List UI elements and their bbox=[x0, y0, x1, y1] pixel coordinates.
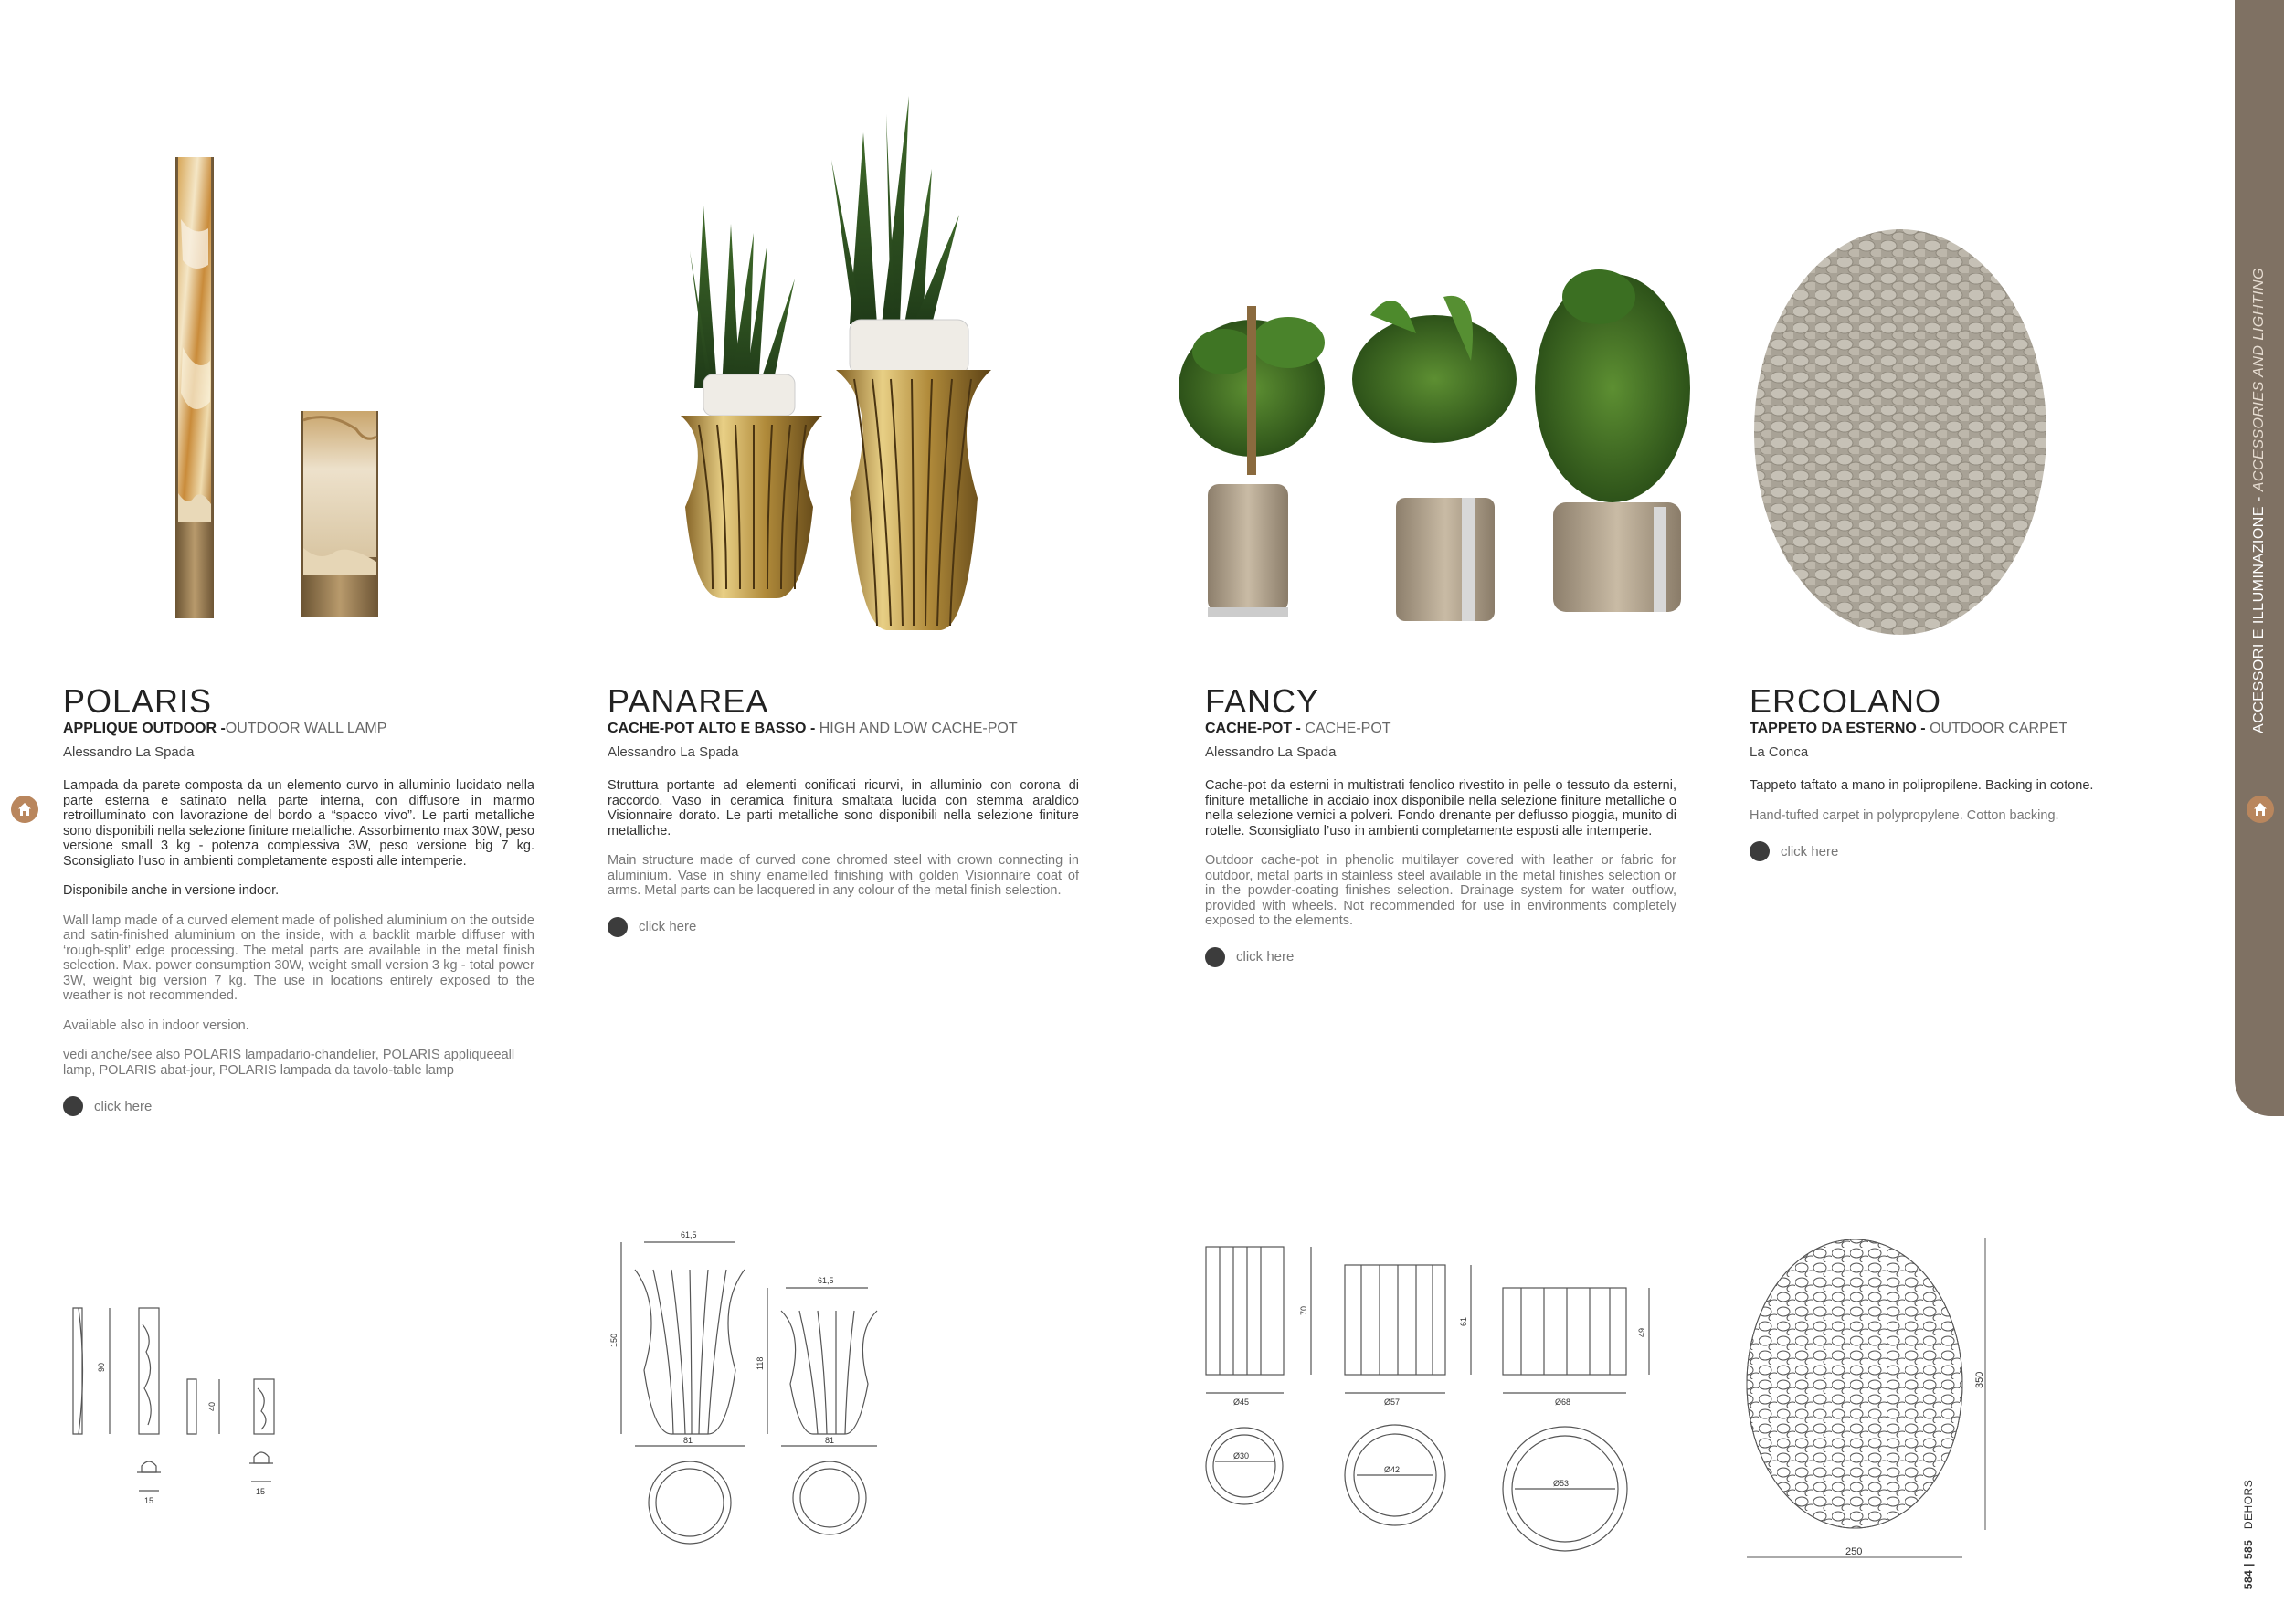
dim-label: 49 bbox=[1637, 1327, 1646, 1337]
dim-label: Ø53 bbox=[1553, 1479, 1570, 1488]
section-label-en: ACCESSORIES AND LIGHTING bbox=[2251, 268, 2267, 492]
description-en: Main structure made of curved cone chromed steel with crown connecting in aluminium. Vase in shiny enamelled finishing with golden Visionnaire coat of arms. Metal parts can be lacquered in any colour of the metal finish selection. bbox=[608, 853, 1079, 898]
home-icon bbox=[2252, 801, 2268, 817]
description-en: Outdoor cache-pot in phenolic multilayer covered with leather or fabric for outdoor, metal parts in stainless steel available in the metal finishes selection or in the powder-coating finishes selection. Drainage system for water outflow, provided with wheels. Not recommended for use in environments completely exposed to the elements. bbox=[1205, 853, 1676, 928]
ercolano-drawing bbox=[1740, 1233, 2014, 1571]
product-title: PANAREA bbox=[608, 682, 769, 720]
bullet-dot bbox=[63, 1096, 83, 1116]
link-label: click here bbox=[1236, 949, 1295, 965]
ercolano-photo bbox=[1750, 224, 2051, 644]
home-button-left[interactable] bbox=[11, 796, 38, 823]
dim-label: 61,5 bbox=[681, 1230, 697, 1239]
page-section: DEHORS bbox=[2242, 1479, 2255, 1530]
product-fancy bbox=[1205, 683, 1676, 967]
product-title: POLARIS bbox=[63, 682, 213, 720]
dim-label: 15 bbox=[256, 1487, 266, 1496]
note-en: Available also in indoor version. bbox=[63, 1018, 249, 1033]
bullet-dot bbox=[1205, 947, 1225, 967]
bullet-dot bbox=[608, 917, 628, 937]
panarea-photo bbox=[667, 78, 1051, 635]
product-subtitle bbox=[1750, 720, 2152, 738]
subtitle-it: CACHE-POT - bbox=[1205, 721, 1306, 736]
fancy-photo bbox=[1169, 260, 1708, 626]
designer: La Conca bbox=[1750, 744, 1809, 760]
note-it: Disponibile anche in versione indoor. bbox=[63, 883, 280, 898]
dim-label: 250 bbox=[1845, 1546, 1863, 1557]
dim-label: 90 bbox=[97, 1362, 106, 1372]
subtitle-it: TAPPETO DA ESTERNO - bbox=[1750, 721, 1930, 736]
subtitle-en: OUTDOOR WALL LAMP bbox=[225, 721, 387, 736]
product-panarea bbox=[608, 683, 1079, 937]
link-label: click here bbox=[94, 1098, 153, 1114]
dim-label: 61 bbox=[1459, 1316, 1468, 1326]
dim-label: Ø42 bbox=[1384, 1465, 1401, 1474]
description-it: Cache-pot da esterni in multistrati fenolico rivestito in pelle o tessuto da esterni, finiture metalliche in acciaio inox disponibile nella selezione finiture metalliche o nella selezione vernici a polveri. Fondo drenante per deflusso pioggia, munito di rotelle. Sconsigliato l’uso in ambienti completamente esposti alle intemperie. bbox=[1205, 778, 1676, 838]
page-number-value: 584 | 585 bbox=[2242, 1539, 2255, 1590]
click-here-link[interactable] bbox=[63, 1096, 534, 1116]
panarea-drawing bbox=[608, 1224, 927, 1562]
description-it: Lampada da parete composta da un elemento curvo in alluminio lucidato nella parte esterna e satinato nella parte interna, con diffusore in marmo retroilluminato con lavorazione del bordo a “spacco vivo”. Le parti metalliche sono disponibili nella selezione finiture metalliche. Assorbimento max 30W, peso versione small 3 kg - potenza complessiva 3W, peso versione big 7 kg. Sconsigliato l’uso in ambienti completamente esposti alle intemperie. bbox=[63, 778, 534, 869]
product-polaris bbox=[63, 683, 534, 1116]
description-en: Wall lamp made of a curved element made of polished aluminium on the outside and satin-finished aluminium on the inside, with a backlit marble diffuser with ‘rough-split’ edge processing. The metal parts are available in the metal finish selection. Max. power consumption 30W, weight small version 3 kg - total power 3W, weight big version 7 kg. The use in locations entirely exposed to the weather is not recommended. bbox=[63, 912, 534, 1003]
click-here-link[interactable] bbox=[608, 917, 1079, 937]
dim-label: Ø68 bbox=[1555, 1397, 1571, 1407]
bullet-dot bbox=[1750, 841, 1770, 861]
description-en: Hand-tufted carpet in polypropylene. Cotton backing. bbox=[1750, 807, 2059, 823]
designer: Alessandro La Spada bbox=[1205, 744, 1337, 760]
description-it: Struttura portante ad elementi conificati ricurvi, in alluminio con corona di raccordo. Vaso in ceramica finitura smaltata lucida con stemma araldico Visionnaire dorato. Le parti metalliche sono disponibili nella selezione finiture metalliche. bbox=[608, 778, 1079, 838]
link-label: click here bbox=[639, 919, 697, 934]
link-label: click here bbox=[1781, 843, 1839, 859]
see-also: vedi anche/see also POLARIS lampadario-chandelier, POLARIS appliqueeall lamp, POLARIS abat-jour, POLARIS lampada da tavolo-table lamp bbox=[63, 1048, 515, 1078]
page-number bbox=[2242, 1480, 2255, 1589]
click-here-link[interactable] bbox=[1205, 947, 1676, 967]
description-it: Tappeto taftato a mano in polipropilene. Backing in cotone. bbox=[1750, 778, 2094, 793]
dim-label: 15 bbox=[144, 1496, 154, 1505]
subtitle-en: CACHE-POT bbox=[1305, 721, 1391, 736]
dim-label: 61,5 bbox=[818, 1276, 834, 1285]
fancy-drawing bbox=[1197, 1242, 1672, 1553]
designer: Alessandro La Spada bbox=[63, 744, 195, 760]
product-title: FANCY bbox=[1205, 682, 1320, 720]
dim-label: Ø45 bbox=[1233, 1397, 1250, 1407]
dim-label: 150 bbox=[609, 1333, 619, 1347]
dim-label: Ø30 bbox=[1233, 1451, 1250, 1461]
designer: Alessandro La Spada bbox=[608, 744, 739, 760]
product-subtitle bbox=[63, 720, 534, 738]
dim-label: 40 bbox=[207, 1401, 217, 1411]
section-label bbox=[2251, 268, 2268, 733]
subtitle-it: CACHE-POT ALTO E BASSO - bbox=[608, 721, 819, 736]
dim-label: 118 bbox=[756, 1356, 765, 1370]
product-title: ERCOLANO bbox=[1750, 682, 1942, 720]
click-here-link[interactable] bbox=[1750, 841, 2152, 861]
product-subtitle bbox=[1205, 720, 1676, 738]
dim-label: 81 bbox=[825, 1436, 835, 1445]
product-subtitle bbox=[608, 720, 1079, 738]
subtitle-it: APPLIQUE OUTDOOR - bbox=[63, 721, 226, 736]
dim-label: 350 bbox=[1974, 1371, 1985, 1388]
dim-label: 70 bbox=[1299, 1305, 1308, 1315]
polaris-drawing bbox=[64, 1297, 311, 1516]
section-label-it: ACCESSORI E ILLUMINAZIONE - bbox=[2251, 491, 2267, 733]
home-icon bbox=[16, 801, 33, 817]
subtitle-en: HIGH AND LOW CACHE-POT bbox=[819, 721, 1018, 736]
dim-label: Ø57 bbox=[1384, 1397, 1401, 1407]
dim-label: 81 bbox=[683, 1436, 693, 1445]
product-ercolano bbox=[1750, 683, 2152, 861]
polaris-photo bbox=[137, 146, 429, 639]
subtitle-en: OUTDOOR CARPET bbox=[1930, 721, 2068, 736]
home-button-right[interactable] bbox=[2247, 796, 2274, 823]
